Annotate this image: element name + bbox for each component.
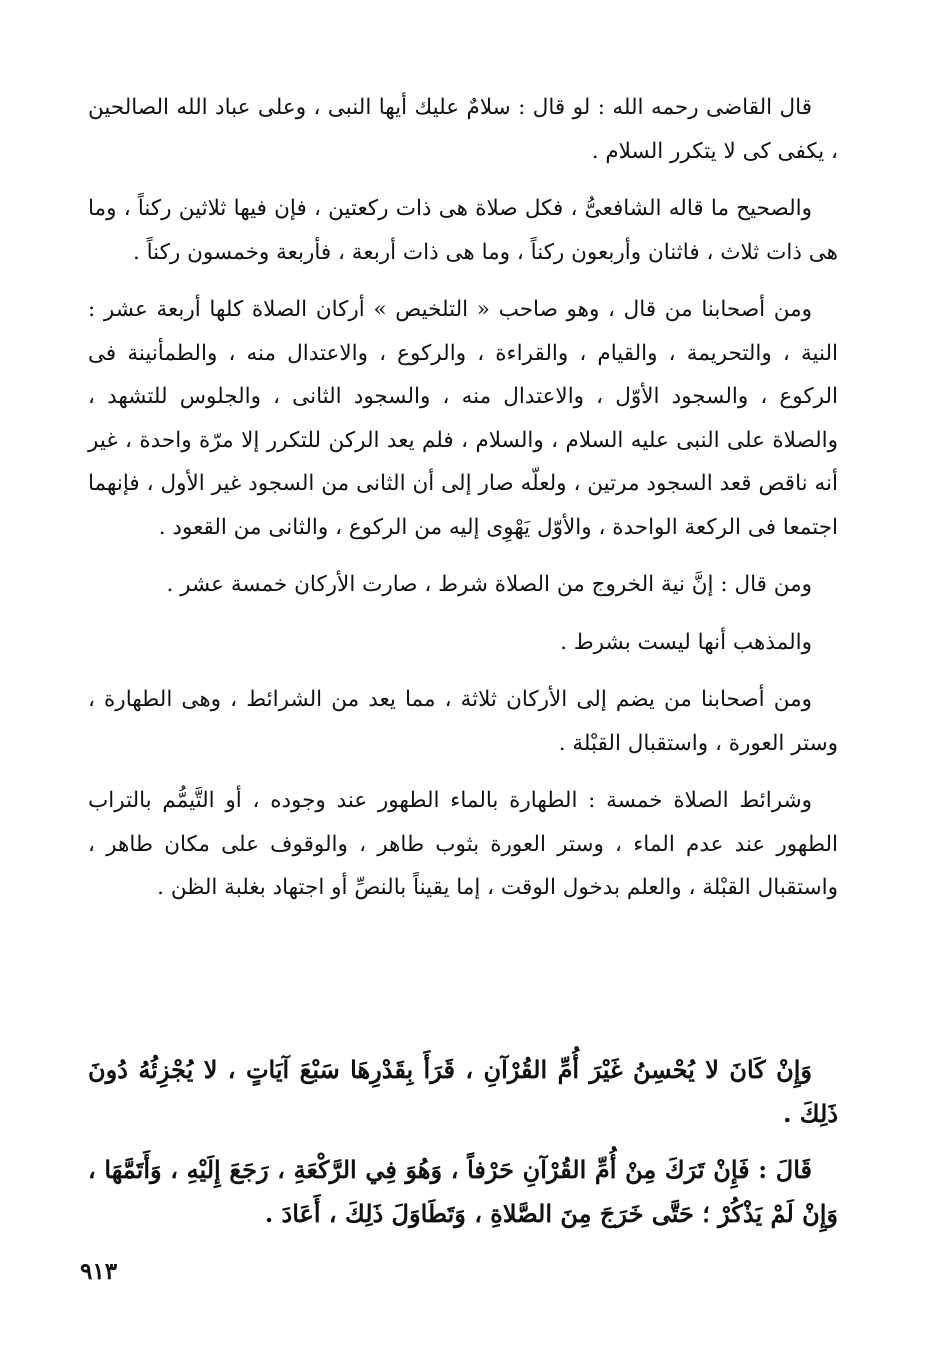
paragraph-2: والصحيح ما قاله الشافعىُّ ، فكل صلاة هى ذات ركعتين ، فإن فيها ثلاثين ركناً ، وما هى ذات ثلاث ، فاثنان وأربعون ركناً ، وما هى ذات أربعة ، فأربعة وخمسون ركناً .	[88, 196, 838, 265]
matn-paragraph-2: قَالَ : فَإِنْ تَرَكَ مِنْ أُمِّ القُرْآنِ حَرْفاً ، وَهُوَ فِي الرَّكْعَةِ ، رَجَعَ إِلَيْهِ ، وَأَتَمَّهَا ، وَإِنْ لَمْ يَذْكُرْ ؛ حَتَّى خَرَجَ مِنَ الصَّلاةِ ، وَتَطَاوَلَ ذَلِكَ ، أَعَادَ .	[88, 1155, 838, 1228]
paragraph-3: ومن أصحابنا من قال ، وهو صاحب « التلخيص » أركان الصلاة كلها أربعة عشر : النية ، والتحريمة ، والقيام ، والقراءة ، والركوع ، والاعتدال منه ، والطمأنينة فى الركوع ، والسجود الأوّل ، والاعتدال منه ، والسجود الثانى ، والجلوس للتشهد ، والصلاة على النبى عليه السلام ، والسلام ، فلم يعد الركن للتكرر إلا مرّة واحدة ، غير أنه ناقص قعد السجود مرتين ، ولعلّه صار إلى أن الثانى من السجود غير الأول ، فإنهما اجتمعا فى الركعة الواحدة ، والأوّل يَهْوِى إليه من الركوع ، والثانى من القعود .	[88, 297, 838, 540]
paragraph-6: ومن أصحابنا من يضم إلى الأركان ثلاثة ، مما يعد من الشرائط ، وهى الطهارة ، وستر العورة ، واستقبال القبْلة .	[88, 687, 838, 756]
paragraph-1: قال القاضى رحمه الله : لو قال : سلامٌ عليك أيها النبى ، وعلى عباد الله الصالحين ، يكفى كى لا يتكرر السلام .	[88, 95, 838, 164]
commentary-text	[88, 86, 838, 924]
paragraph-4: ومن قال : إنَّ نية الخروج من الصلاة شرط ، صارت الأركان خمسة عشر .	[166, 572, 812, 597]
matn-paragraph-1: وَإِنْ كَانَ لا يُحْسِنُ غَيْرَ أُمِّ القُرْآنِ ، قَرَأَ بِقَدْرِهَا سَبْعَ آيَاتٍ ، لا يُجْزِئُهُ دُونَ ذَلِكَ .	[88, 1055, 838, 1128]
main-text	[88, 1048, 838, 1248]
paragraph-7: وشرائط الصلاة خمسة : الطهارة بالماء الطهور عند وجوده ، أو التَّيمُّم بالتراب الطهور عند عدم الماء ، وستر العورة بثوب طاهر ، والوقوف على مكان طاهر ، واستقبال القبْلة ، والعلم بدخول الوقت ، إما يقيناً بالنصِّ أو اجتهاد بغلبة الظن .	[88, 788, 838, 900]
page-number: ٩١٣	[80, 1258, 118, 1285]
paragraph-5: والمذهب أنها ليست بشرط .	[560, 629, 812, 655]
